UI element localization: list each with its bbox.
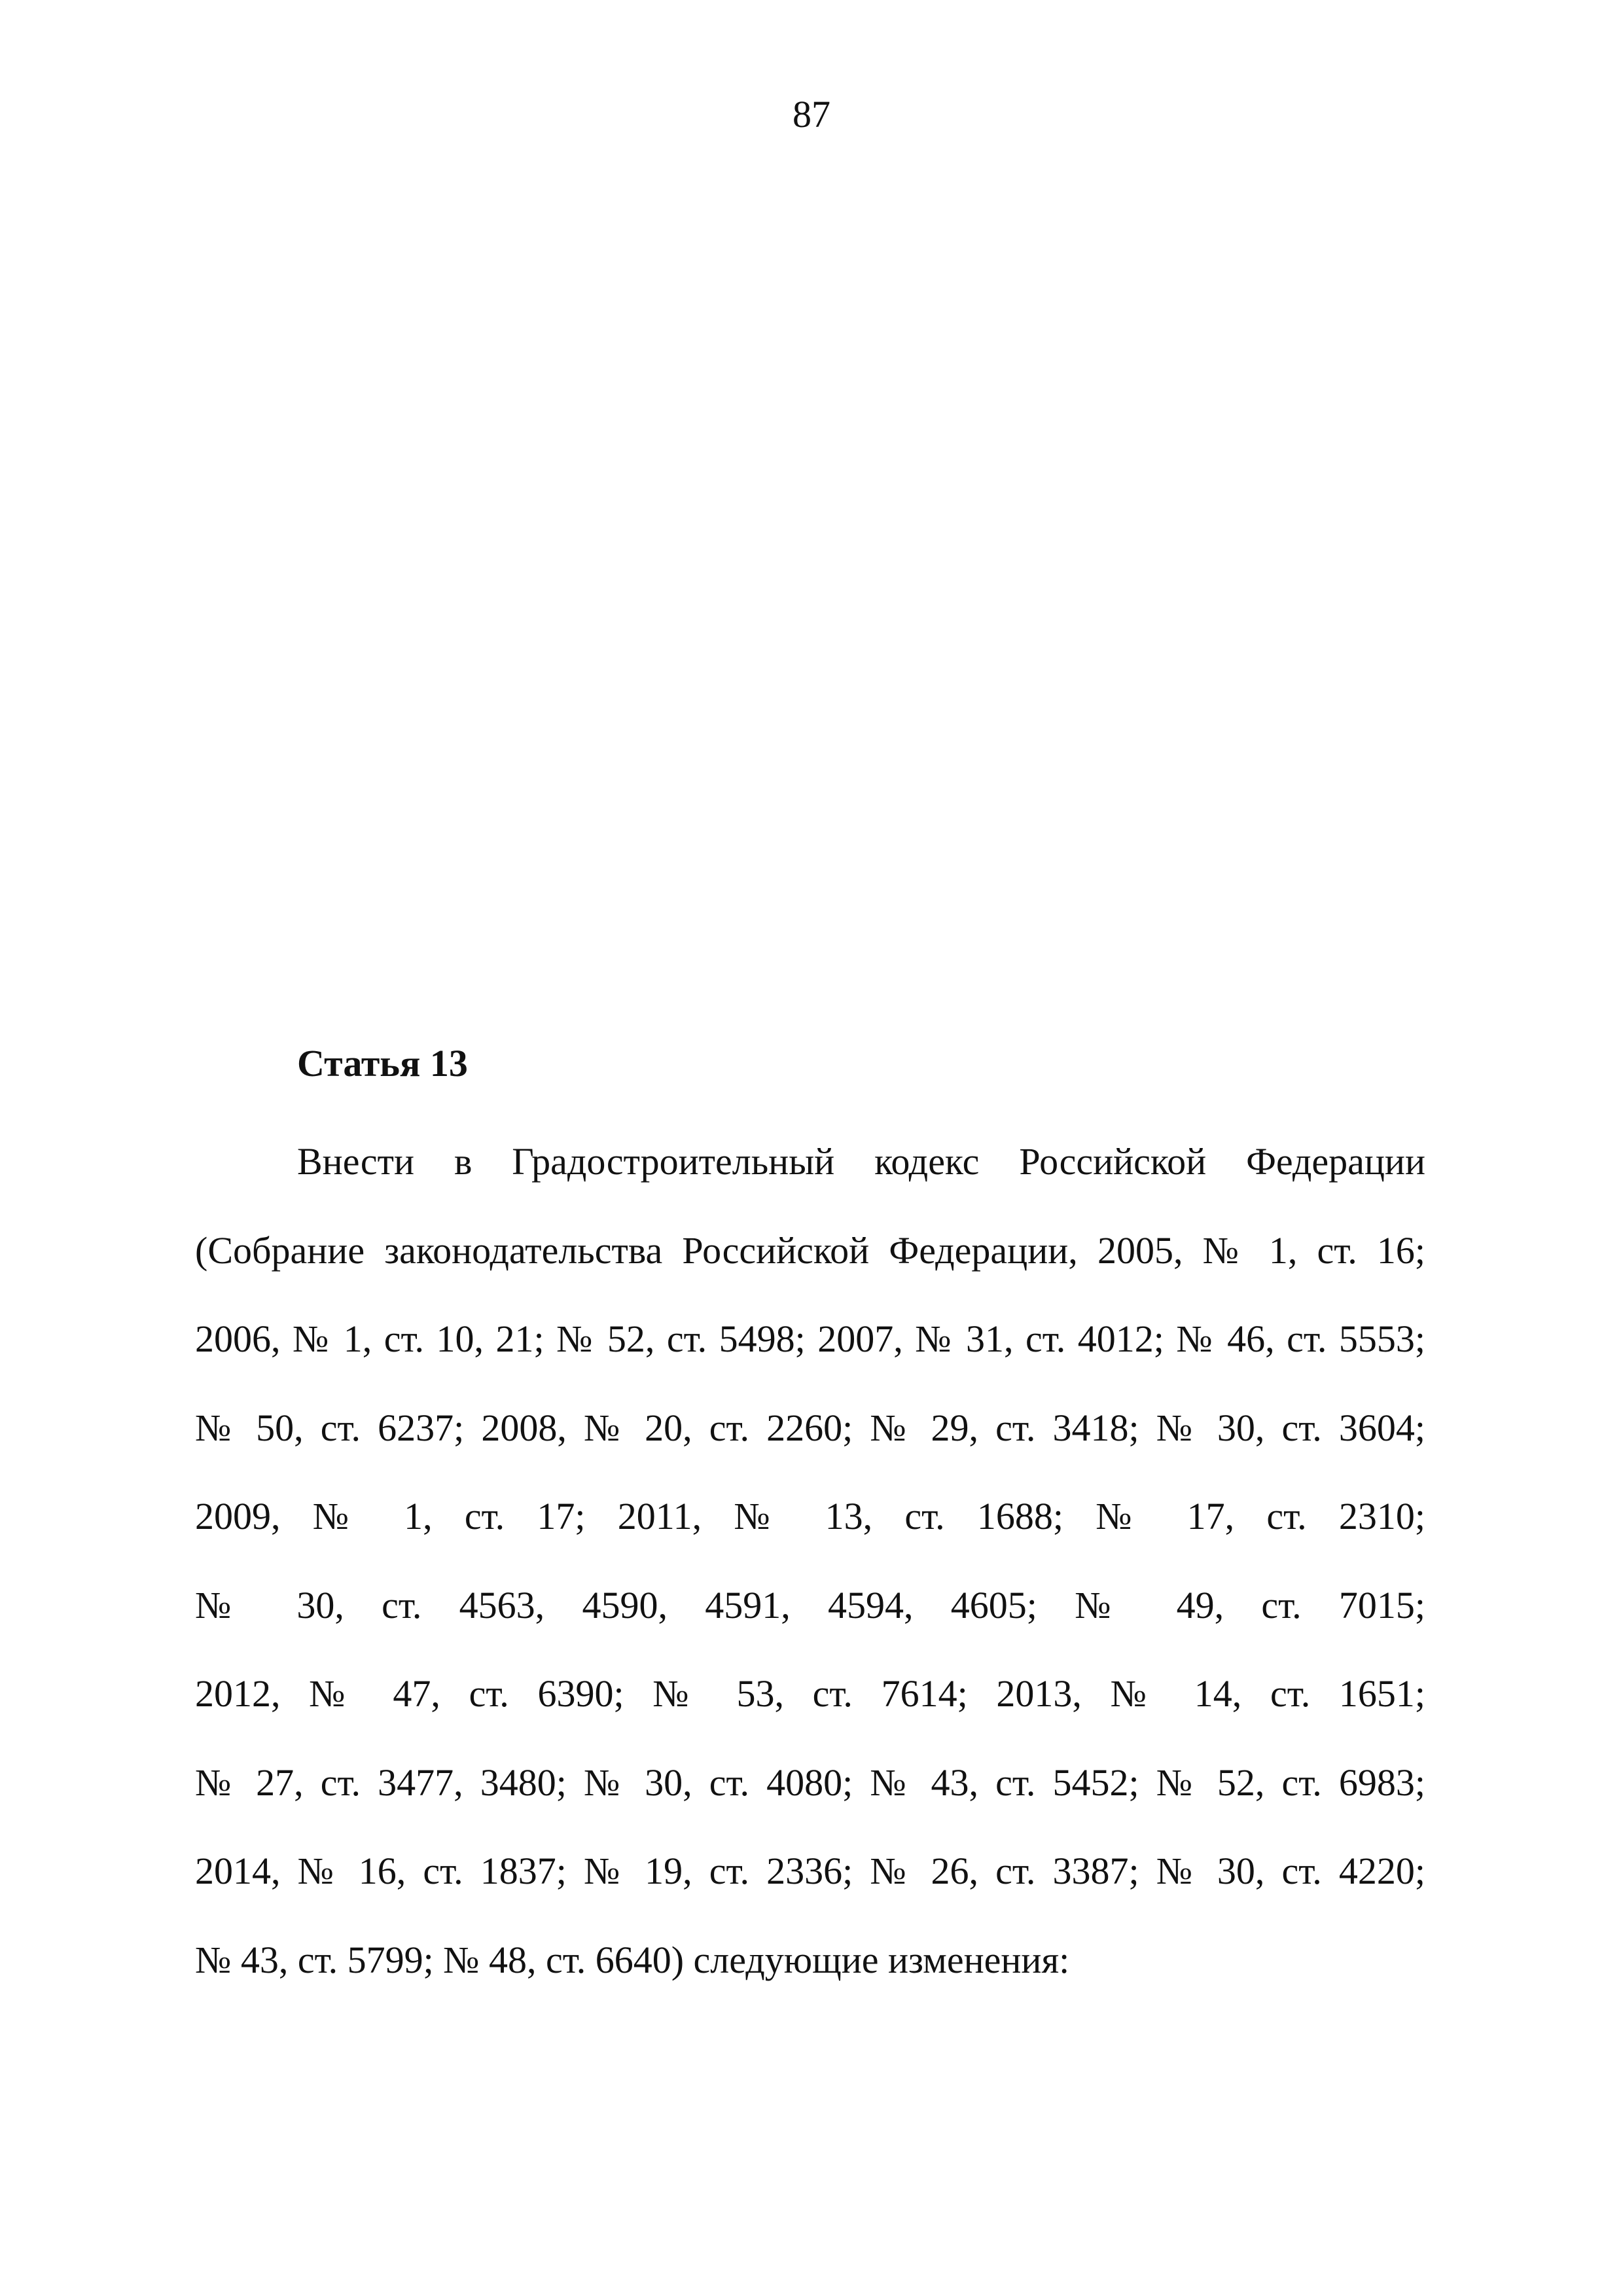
article-heading: Статья 13 (297, 1042, 468, 1085)
body-line: № 50, ст. 6237; 2008, № 20, ст. 2260; № 29, ст. 3418; № 30, ст. 3604; (195, 1406, 1425, 1449)
body-line: 2009, № 1, ст. 17; 2011, № 13, ст. 1688; № 17, ст. 2310; (195, 1495, 1425, 1537)
body-line: № 43, ст. 5799; № 48, ст. 6640) следующие изменения: (195, 1938, 1070, 1981)
body-line: 2012, № 47, ст. 6390; № 53, ст. 7614; 2013, № 14, ст. 1651; (195, 1672, 1425, 1715)
article-body (195, 1132, 1425, 2019)
page-number: 87 (793, 93, 830, 135)
body-line: № 27, ст. 3477, 3480; № 30, ст. 4080; № 43, ст. 5452; № 52, ст. 6983; (195, 1761, 1425, 1804)
body-line: Внести в Градостроительный кодекс Российской Федерации (297, 1140, 1425, 1183)
body-line: 2006, № 1, ст. 10, 21; № 52, ст. 5498; 2007, № 31, ст. 4012; № 46, ст. 5553; (195, 1318, 1425, 1360)
body-line: (Собрание законодательства Российской Федерации, 2005, № 1, ст. 16; (195, 1229, 1425, 1272)
body-line: 2014, № 16, ст. 1837; № 19, ст. 2336; № 26, ст. 3387; № 30, ст. 4220; (195, 1850, 1425, 1892)
body-line: № 30, ст. 4563, 4590, 4591, 4594, 4605; № 49, ст. 7015; (195, 1583, 1425, 1626)
